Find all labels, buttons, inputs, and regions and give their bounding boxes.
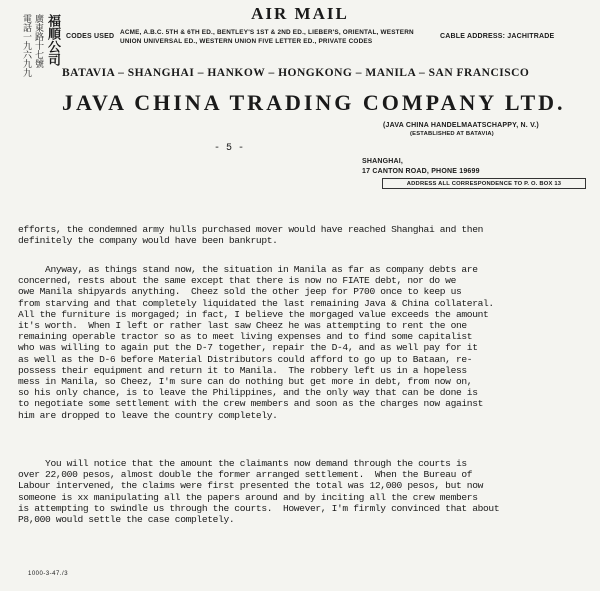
page-number: - 5 - [214,143,245,154]
chinese-company-name: 福順公司 [45,14,60,66]
codes-list-line2: UNION UNIVERSAL ED., WESTERN UNION FIVE LETTER ED., PRIVATE CODES [120,38,373,45]
chinese-phone: 電話一九六九九 [21,14,31,77]
paragraph-3: You will notice that the amount the claimants now demand through the courts is over 22,000 pesos, almost double the former arranged settlement. When the Bureau of Labour intervened, the claims were first presented the total was 12,000 pesos, but now someone is xx manipulating all the papers around and by inciting all the crew members is attempting to swindle us through the courts. However, I'm firmly convinced that about P8,000 would settle the case completely. [18,458,500,526]
correspondence-address-box: ADDRESS ALL CORRESPONDENCE TO P. O. BOX 13 [382,178,586,189]
office-city: SHANGHAI, [362,158,404,165]
established-note: (ESTABLISHED AT BATAVIA) [410,131,494,137]
air-mail-heading: AIR MAIL [251,4,349,23]
form-number: 1000-3-47./3 [28,571,69,577]
dutch-company-name: (JAVA CHINA HANDELMAATSCHAPPY, N. V.) [383,122,539,129]
paragraph-2: Anyway, as things stand now, the situation in Manila as far as company debts are concerned, rests about the same except that there is now no FIATE debt, nor do we owe Manila shipyards anything. Cheez sold the other jeep for P700 once to keep us from starving and that completely liquidated the last remaining Java & China collateral. All the furniture is morgaged; in fact, I believe the morgaged value exceeds the amount it's worth. When I left or rather last saw Cheez he was attempting to rent the one remaining operable tractor so as to meet living expenses and to find some capitalist who was willing to again put the D-7 together, repair the D-4, and as well pay for it as well as the D-6 before Material Distributors could afford to go up to Bataan, re- possess their equipment and return it to Manila. The robbery left us in a hopeless mess in Manila, so Cheez, I'm sure can do nothing but get more in debt, from now on, so his only chance, is to leave the Philippines, and the only way that can be done is to negotiate some settlement with the crew members and soon as the charges now against him are dropped to leave the country completely. [18,264,494,421]
codes-list-line1: ACME, A.B.C. 5TH & 6TH ED., BENTLEY'S 1ST & 2ND ED., LIEBER'S, ORIENTAL, WESTERN [120,29,414,36]
company-name: JAVA CHINA TRADING COMPANY LTD. [62,90,566,115]
codes-used-label: CODES USED [66,33,115,40]
office-street: 17 CANTON ROAD, PHONE 19699 [362,168,480,175]
chinese-address: 廣東路十七號 [33,14,43,68]
cable-address: CABLE ADDRESS: JACHITRADE [440,33,555,40]
paragraph-1: efforts, the condemned army hulls purchased mover would have reached Shanghai and then definitely the company would have been bankrupt. [18,224,484,247]
office-address [362,157,480,177]
branch-cities: BATAVIA – SHANGHAI – HANKOW – HONGKONG – MANILA – SAN FRANCISCO [62,67,530,79]
